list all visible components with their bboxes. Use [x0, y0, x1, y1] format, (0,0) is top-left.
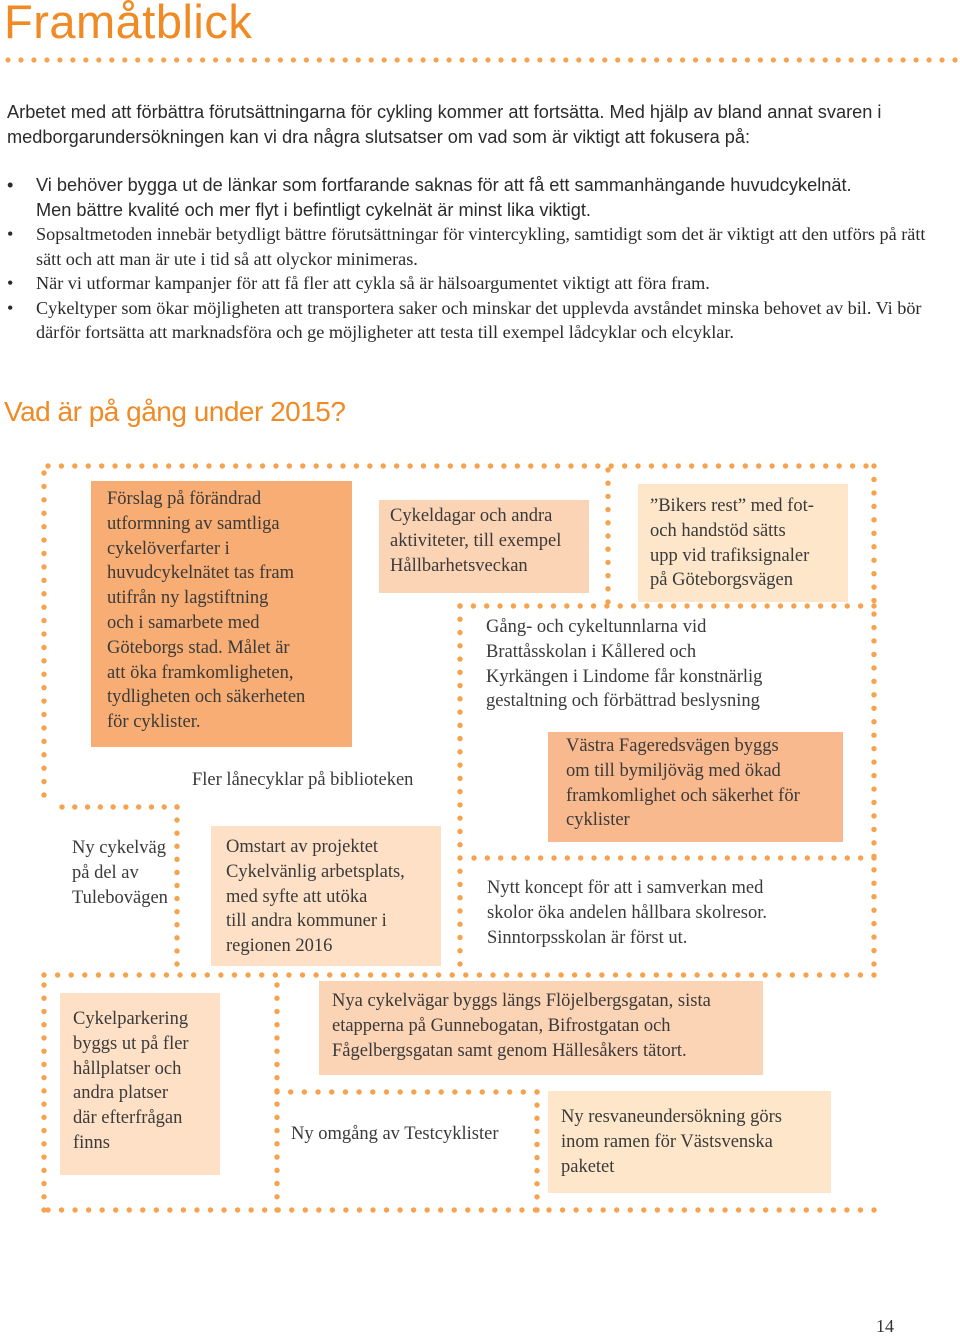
box-text-line: framkomlighet och säkerhet för — [566, 785, 800, 806]
box-text-line: och handstöd sätts — [650, 520, 786, 541]
box-lanecyklar — [180, 768, 450, 798]
box-text-line: Kyrkängen i Lindome får konstnärlig — [486, 666, 763, 687]
box-text-line: till andra kommuner i — [226, 911, 387, 932]
box-text-line: Västra Fageredsvägen byggs — [566, 736, 779, 756]
box-text-line: byggs ut på fler — [73, 1033, 189, 1054]
box-text-line: Cykelvänlig arbetsplats, — [226, 861, 405, 882]
box-text-line: finns — [73, 1132, 110, 1153]
section-heading: Vad är på gång under 2015? — [4, 396, 346, 427]
box-nya-cykelvagar — [319, 981, 763, 1075]
conclusions-list — [7, 173, 942, 345]
box-text-line: på del av — [72, 862, 139, 883]
box-text-line: Fler lånecyklar på biblioteken — [192, 770, 414, 790]
page-number: 14 — [876, 1316, 894, 1336]
box-text-line: att öka framkomligheten, — [107, 662, 294, 683]
bullet-links-continuation: Men bättre kvalité och mer flyt i befintligt cykelnät är minst lika viktigt. — [36, 199, 591, 220]
box-text-line: om till bymiljöväg med ökad — [566, 760, 781, 781]
box-text-line: Brattåsskolan i Kållered och — [486, 641, 697, 662]
box-text-line: för cyklister. — [107, 712, 201, 733]
box-bikers-rest — [638, 484, 848, 602]
box-tulebovagen — [60, 836, 190, 916]
box-text-line: tydligheten och säkerheten — [107, 687, 306, 708]
box-nytt-koncept — [475, 876, 835, 956]
box-text-line: aktiviteter, till exempel — [390, 530, 562, 551]
box-resvaneundersokning — [548, 1091, 831, 1193]
box-text-line: upp vid trafiksignaler — [650, 545, 810, 566]
box-text-line: etapperna på Gunnebogatan, Bifrostgatan och — [332, 1015, 671, 1036]
box-tunnlar — [474, 615, 834, 720]
box-text-line: andra platser — [73, 1083, 169, 1104]
box-text-line: utifrån ny lagstiftning — [107, 588, 269, 609]
box-text-line: Ny cykelväg — [72, 838, 167, 858]
bullet-sopsalt: • Sopsaltmetoden innebär betydligt bättre förutsättningar för vintercykling, samtidigt som det är viktigt att den utförs på rätt sätt och att man är ute i tid så att olyckor minimeras. — [7, 222, 942, 271]
box-text-line: Cykelparkering — [73, 1009, 189, 1029]
box-text-line: på Göteborgsvägen — [650, 570, 793, 591]
box-forslag-cykeloverfarter — [91, 481, 352, 747]
box-text-line: skolor öka andelen hållbara skolresor. — [487, 902, 767, 923]
box-omstart-projekt — [211, 826, 441, 966]
box-text-line: där efterfrågan — [73, 1108, 183, 1129]
bullet-links: • Vi behöver bygga ut de länkar som fortfarande saknas för att få ett sammanhängande huvudcykelnät. Men bättre kvalité och mer flyt i befintligt cykelnät är minst lika viktigt. — [7, 173, 942, 222]
bullet-kampanjer: • När vi utformar kampanjer för att få fler att cykla så är hälsoargumentet viktigt att föra fram. — [7, 271, 942, 296]
box-text-line: Fågelbergsgatan samt genom Hällesåkers tätort. — [332, 1040, 687, 1061]
box-text-line: Omstart av projektet — [226, 837, 379, 857]
box-text-line: utformning av samtliga — [107, 513, 280, 534]
box-text-line: paketet — [561, 1156, 615, 1177]
box-text-line: inom ramen för Västsvenska — [561, 1131, 773, 1152]
box-text-line: Nya cykelvägar byggs längs Flöjelbergsgatan, sista — [332, 991, 711, 1011]
box-text-line: regionen 2016 — [226, 936, 333, 957]
box-text-line: ”Bikers rest” med fot- — [650, 496, 814, 516]
intro-paragraph: Arbetet med att förbättra förutsättningarna för cykling kommer att fortsätta. Med hjälp av bland annat svaren i medborgarundersökningen kan vi dra några slutsatser om vad som är viktigt att fokusera på: — [7, 102, 882, 147]
box-text-line: och i samarbete med — [107, 612, 260, 633]
box-text-line: Tulebovägen — [72, 887, 168, 908]
box-text-line: med syfte att utöka — [226, 886, 368, 907]
box-text-line: gestaltning och förbättrad beslysning — [486, 691, 760, 712]
box-text-line: Hållbarhetsveckan — [390, 555, 528, 576]
bullet-cykeltyper: • Cykeltyper som ökar möjligheten att transportera saker och minskar det upplevda avståndet minska behovet av bil. Vi bör därför fortsätta att marknadsföra och ge möjligheter att testa till exempel lådcyklar och elcyklar. — [7, 296, 942, 345]
page-title: Framåtblick — [4, 0, 253, 48]
box-cykeldagar — [379, 500, 589, 593]
box-text-line: huvudcykelnätet tas fram — [107, 563, 294, 584]
box-text-line: Nytt koncept för att i samverkan med — [487, 878, 764, 898]
box-text-line: Ny resvaneundersökning görs — [561, 1107, 782, 1127]
box-text-line: Göteborgs stad. Målet är — [107, 637, 290, 658]
box-text-line: Sinntorpsskolan är först ut. — [487, 927, 688, 948]
box-text-line: cyklister — [566, 810, 630, 831]
box-text-line: Ny omgång av Testcyklister — [291, 1124, 499, 1144]
box-text-line: Gång- och cykeltunnlarna vid — [486, 617, 707, 637]
box-text-line: hållplatser och — [73, 1058, 182, 1079]
box-vastra-fageredsvagen — [548, 732, 843, 842]
box-text-line: cykelöverfarter i — [107, 538, 230, 559]
box-testcyklister — [280, 1122, 530, 1152]
box-cykelparkering — [60, 993, 220, 1175]
box-text-line: Förslag på förändrad — [107, 489, 262, 509]
box-text-line: Cykeldagar och andra — [390, 506, 553, 526]
